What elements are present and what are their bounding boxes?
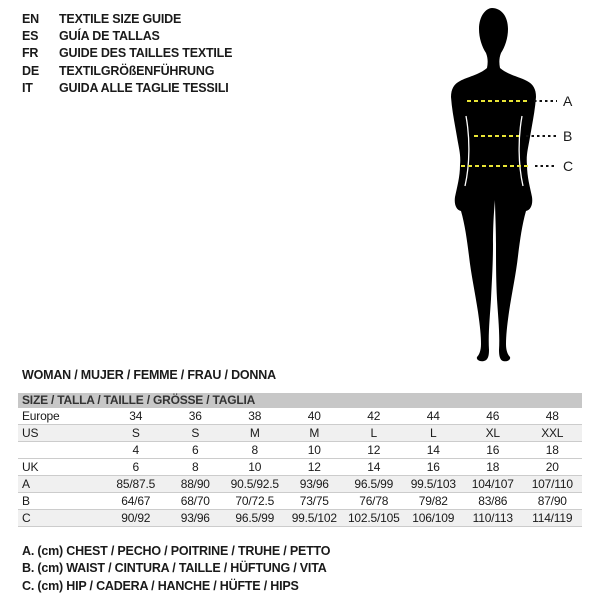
size-cell: 44 bbox=[404, 408, 464, 425]
size-cell: 42 bbox=[344, 408, 404, 425]
marker-label-a: A bbox=[563, 93, 573, 109]
row-label: C bbox=[18, 510, 106, 527]
size-cell: 110/113 bbox=[463, 510, 523, 527]
size-table-header: SIZE / TALLA / TAILLE / GRÖSSE / TAGLIA bbox=[18, 393, 582, 408]
size-cell: XL bbox=[463, 425, 523, 442]
woman-silhouette-icon bbox=[420, 4, 580, 369]
language-item bbox=[22, 62, 232, 79]
size-cell: 40 bbox=[285, 408, 345, 425]
size-table bbox=[18, 393, 582, 527]
language-label: TEXTILE SIZE GUIDE bbox=[59, 11, 182, 26]
size-cell: 93/96 bbox=[166, 510, 226, 527]
row-label bbox=[18, 442, 106, 459]
size-cell: 96.5/99 bbox=[344, 476, 404, 493]
size-cell: M bbox=[225, 425, 285, 442]
row-label: Europe bbox=[18, 408, 106, 425]
size-cell: 93/96 bbox=[285, 476, 345, 493]
size-cell: 12 bbox=[344, 442, 404, 459]
language-label: GUIDE DES TAILLES TEXTILE bbox=[59, 46, 233, 61]
language-item bbox=[22, 45, 232, 62]
size-cell: S bbox=[106, 425, 166, 442]
figure-area bbox=[420, 4, 600, 369]
size-cell: 68/70 bbox=[166, 493, 226, 510]
size-cell: 88/90 bbox=[166, 476, 226, 493]
size-cell: 8 bbox=[166, 459, 226, 476]
size-cell: XXL bbox=[523, 425, 583, 442]
legend-line: A. (cm) CHEST / PECHO / POITRINE / TRUHE / PETTO bbox=[22, 543, 331, 558]
size-cell: 90.5/92.5 bbox=[225, 476, 285, 493]
size-cell: 10 bbox=[285, 442, 345, 459]
language-code: FR bbox=[22, 46, 39, 61]
size-cell: 70/72.5 bbox=[225, 493, 285, 510]
table-row bbox=[18, 476, 582, 493]
legend-line: B. (cm) WAIST / CINTURA / TAILLE / HÜFTUNG / VITA bbox=[22, 561, 327, 576]
size-cell: 107/110 bbox=[523, 476, 583, 493]
size-cell: 16 bbox=[404, 459, 464, 476]
size-cell: 6 bbox=[106, 459, 166, 476]
size-cell: L bbox=[404, 425, 464, 442]
language-item bbox=[22, 27, 232, 44]
language-item bbox=[22, 10, 232, 27]
size-cell: 114/119 bbox=[523, 510, 583, 527]
table-row bbox=[18, 425, 582, 442]
table-row bbox=[18, 510, 582, 527]
table-row bbox=[18, 408, 582, 425]
section-title: WOMAN / MUJER / FEMME / FRAU / DONNA bbox=[22, 368, 276, 382]
size-cell: 87/90 bbox=[523, 493, 583, 510]
size-cell: 76/78 bbox=[344, 493, 404, 510]
language-list bbox=[22, 10, 232, 96]
size-cell: 99.5/102 bbox=[285, 510, 345, 527]
size-cell: 106/109 bbox=[404, 510, 464, 527]
row-label: UK bbox=[18, 459, 106, 476]
size-cell: 96.5/99 bbox=[225, 510, 285, 527]
size-cell: 6 bbox=[166, 442, 226, 459]
size-cell: 18 bbox=[463, 459, 523, 476]
measurement-legend bbox=[22, 542, 330, 595]
size-cell: 48 bbox=[523, 408, 583, 425]
language-item bbox=[22, 79, 232, 96]
size-cell: 34 bbox=[106, 408, 166, 425]
language-label: TEXTILGRÖßENFÜHRUNG bbox=[59, 63, 215, 78]
size-cell: 16 bbox=[463, 442, 523, 459]
language-code: DE bbox=[22, 63, 39, 78]
size-cell: 104/107 bbox=[463, 476, 523, 493]
size-cell: 99.5/103 bbox=[404, 476, 464, 493]
size-cell: 12 bbox=[285, 459, 345, 476]
size-cell: 85/87.5 bbox=[106, 476, 166, 493]
legend-line: C. (cm) HIP / CADERA / HANCHE / HÜFTE / HIPS bbox=[22, 578, 299, 593]
size-cell: M bbox=[285, 425, 345, 442]
size-cell: 38 bbox=[225, 408, 285, 425]
language-code: IT bbox=[22, 80, 33, 95]
size-cell: S bbox=[166, 425, 226, 442]
row-label: US bbox=[18, 425, 106, 442]
language-label: GUIDA ALLE TAGLIE TESSILI bbox=[59, 80, 229, 95]
row-label: A bbox=[18, 476, 106, 493]
size-cell: 18 bbox=[523, 442, 583, 459]
size-cell: 8 bbox=[225, 442, 285, 459]
marker-label-c: C bbox=[563, 158, 574, 174]
size-cell: 4 bbox=[106, 442, 166, 459]
size-cell: 14 bbox=[344, 459, 404, 476]
table-row bbox=[18, 493, 582, 510]
size-cell: 102.5/105 bbox=[344, 510, 404, 527]
size-cell: 10 bbox=[225, 459, 285, 476]
size-cell: 20 bbox=[523, 459, 583, 476]
size-cell: 36 bbox=[166, 408, 226, 425]
size-cell: L bbox=[344, 425, 404, 442]
size-cell: 73/75 bbox=[285, 493, 345, 510]
size-cell: 79/82 bbox=[404, 493, 464, 510]
size-cell: 90/92 bbox=[106, 510, 166, 527]
row-label: B bbox=[18, 493, 106, 510]
marker-label-b: B bbox=[563, 128, 573, 144]
language-code: ES bbox=[22, 28, 39, 43]
language-code: EN bbox=[22, 11, 39, 26]
size-cell: 64/67 bbox=[106, 493, 166, 510]
table-row bbox=[18, 442, 582, 459]
language-label: GUÍA DE TALLAS bbox=[59, 28, 160, 43]
size-cell: 14 bbox=[404, 442, 464, 459]
table-row bbox=[18, 459, 582, 476]
size-cell: 83/86 bbox=[463, 493, 523, 510]
size-cell: 46 bbox=[463, 408, 523, 425]
